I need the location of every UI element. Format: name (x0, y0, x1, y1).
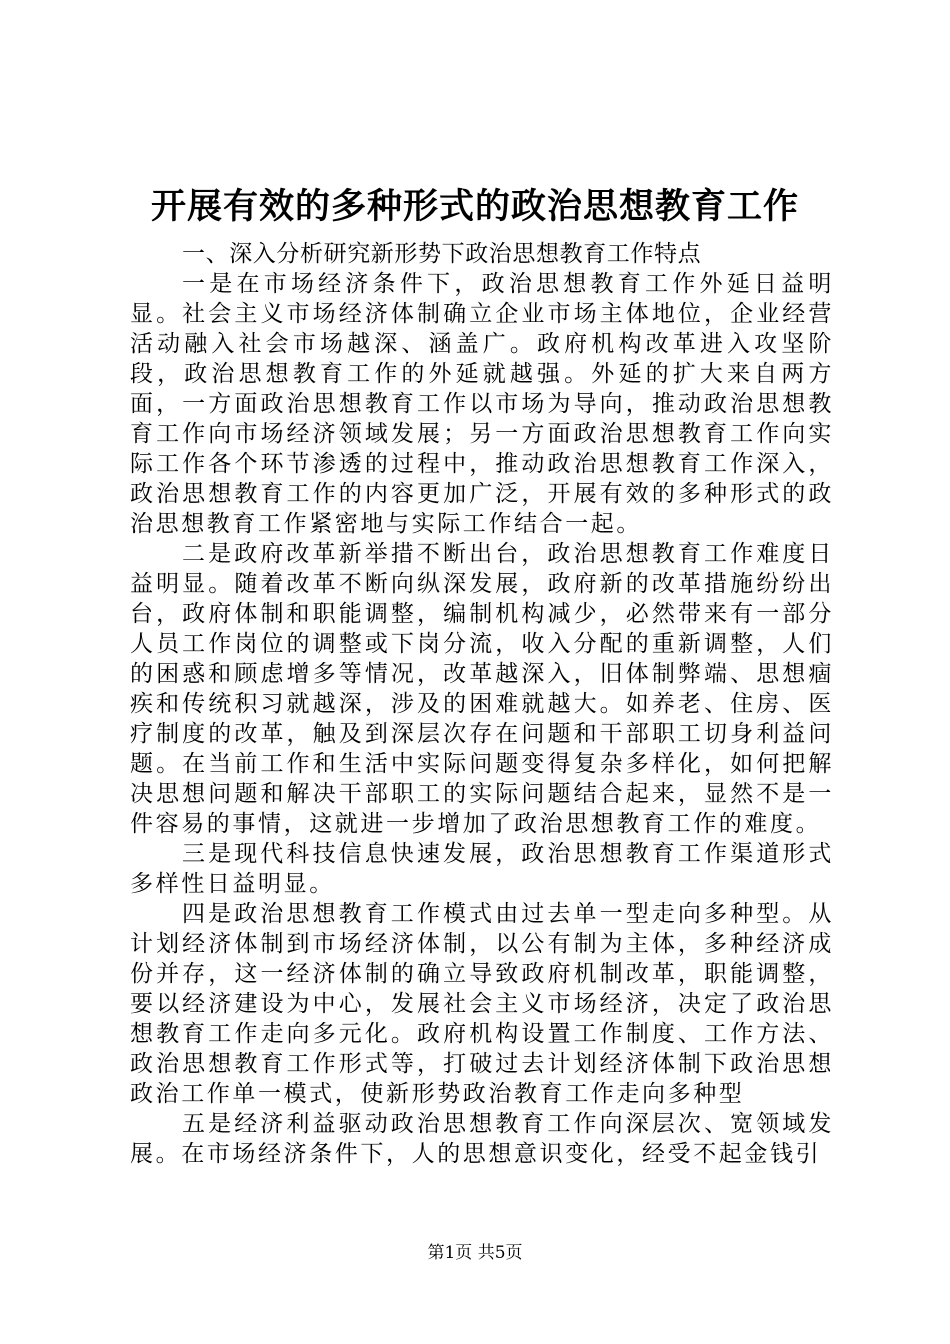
paragraph-3: 三是现代科技信息快速发展，政治思想教育工作渠道形式多样性日益明显。 (130, 841, 834, 897)
section-heading: 一、深入分析研究新形势下政治思想教育工作特点 (182, 241, 702, 267)
paragraph-2: 二是政府改革新举措不断出台，政治思想教育工作难度日益明显。随着改革不断向纵深发展，政府新的改革措施纷纷出台，政府体制和职能调整，编制机构减少，必然带来有一部分人员工作岗位的调整或下岗分流，收入分配的重新调整，人们的困惑和顾虑增多等情况，改革越深入，旧体制弊端、思想痼疾和传统积习就越深，涉及的困难就越大。如养老、住房、医疗制度的改革，触及到深层次存在问题和干部职工切身利益问题。在当前工作和生活中实际问题变得复杂多样化，如何把解决思想问题和解决干部职工的实际问题结合起来，显然不是一件容易的事情，这就进一步增加了政治思想教育工作的难度。 (130, 541, 834, 837)
page-number-footer: 第1页 共5页 (427, 1243, 523, 1263)
document-body (130, 239, 834, 1169)
paragraph-5: 五是经济利益驱动政治思想教育工作向深层次、宽领域发展。在市场经济条件下，人的思想意识变化，经受不起金钱引 (130, 1111, 834, 1167)
paragraph-4: 四是政治思想教育工作模式由过去单一型走向多种型。从计划经济体制到市场经济体制，以公有制为主体，多种经济成份并存，这一经济体制的确立导致政府机制改革，职能调整，要以经济建设为中心，发展社会主义市场经济，决定了政治思想教育工作走向多元化。政府机构设置工作制度、工作方法、政治思想教育工作形式等，打破过去计划经济体制下政治思想政治工作单一模式，使新形势政治教育工作走向多种型 (130, 901, 834, 1107)
paragraph-1: 一是在市场经济条件下，政治思想教育工作外延日益明显。社会主义市场经济体制确立企业市场主体地位，企业经营活动融入社会市场越深、涵盖广。政府机构改革进入攻坚阶段，政治思想教育工作的外延就越强。外延的扩大来自两方面，一方面政治思想教育工作以市场为导向，推动政治思想教育工作向市场经济领域发展；另一方面政治思想教育工作向实际工作各个环节渗透的过程中，推动政治思想教育工作深入，政治思想教育工作的内容更加广泛，开展有效的多种形式的政治思想教育工作紧密地与实际工作结合一起。 (130, 271, 834, 537)
document-title: 开展有效的多种形式的政治思想教育工作 (150, 187, 799, 227)
